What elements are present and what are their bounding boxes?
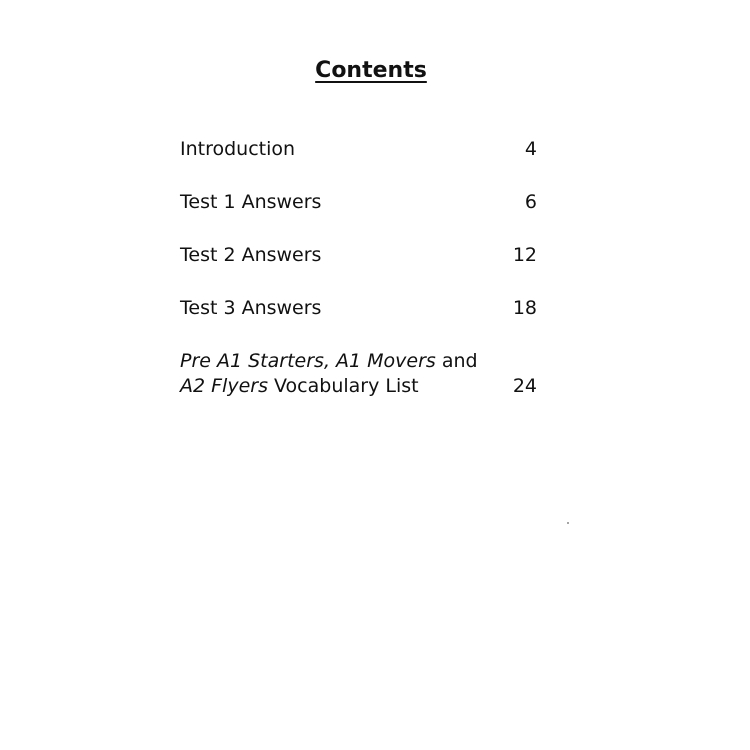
book-title-italic: A2 Flyers <box>180 375 268 397</box>
page-title: Contents <box>315 58 427 83</box>
scan-speck <box>567 522 569 524</box>
toc-entry-label-line-1 <box>180 349 478 374</box>
book-titles-italic: Pre A1 Starters, A1 Movers <box>180 350 436 372</box>
toc-entry-label: Introduction <box>180 138 296 160</box>
toc-entry-page-number: 18 <box>512 297 537 319</box>
toc-entry-vocabulary-list[interactable] <box>180 349 537 401</box>
toc-entry-page-number: 6 <box>524 191 537 213</box>
toc-entry-label: Test 1 Answers <box>180 191 322 213</box>
label-suffix-text: Vocabulary List <box>267 375 419 397</box>
toc-entry-page-number: 12 <box>512 244 537 266</box>
toc-entry-label: Test 3 Answers <box>180 297 322 319</box>
toc-entry-page-number: 4 <box>524 138 537 160</box>
toc-entry-label-line-2 <box>180 374 419 399</box>
toc-entry-page-number: 24 <box>512 375 537 397</box>
label-connector-text: and <box>435 350 478 372</box>
toc-entry-label: Test 2 Answers <box>180 244 322 266</box>
